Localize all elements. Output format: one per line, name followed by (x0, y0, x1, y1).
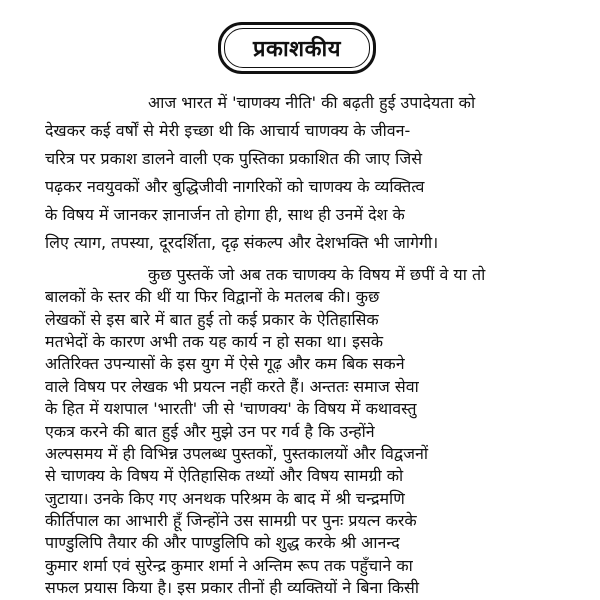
text-line: वाले विषय पर लेखक भी प्रयत्न नहीं करते हैं। अन्ततः समाज सेवा (45, 377, 419, 396)
text-line: कीर्तिपाल का आभारी हूँ जिन्होंने उस सामग्री पर पुनः प्रयत्न करके (45, 511, 417, 530)
text-line: लिए त्याग, तपस्या, दूरदर्शिता, दृढ़ संकल्प और देशभक्ति भी जागेगी। (45, 233, 439, 252)
text-line: पढ़कर नवयुवकों और बुद्धिजीवी नागरिकों को चाणक्य के व्यक्तित्व (45, 177, 425, 196)
text-line: के हित में यशपाल 'भारती' जी से 'चाणक्य' के विषय में कथावस्तु (45, 399, 417, 418)
page-title: प्रकाशकीय (253, 37, 341, 62)
text-line: जुटाया। उनके किए गए अनथक परिश्रम के बाद में श्री चन्द्रमणि (45, 489, 405, 508)
text-line: के विषय में जानकर ज्ञानार्जन तो होगा ही, साथ ही उनमें देश के (45, 205, 405, 224)
text-line: बालकों के स्तर की थीं या फिर विद्वानों के मतलब की। कुछ (45, 287, 380, 306)
text-line: पाण्डुलिपि तैयार की और पाण्डुलिपि को शुद्ध करके श्री आनन्द (45, 533, 400, 552)
text-line: कुछ पुस्तकें जो अब तक चाणक्य के विषय में छपीं वे या तो (148, 265, 486, 284)
text-line: चरित्र पर प्रकाश डालने वाली एक पुस्तिका प्रकाशित की जाए जिसे (45, 149, 423, 168)
text-line: आज भारत में 'चाणक्य नीति' की बढ़ती हुई उपादेयता को (148, 93, 476, 112)
text-line: से चाणक्य के विषय में ऐतिहासिक तथ्यों और विषय सामग्री को (45, 466, 404, 485)
text-line: अतिरिक्त उपन्यासों के इस युग में ऐसे गूढ़ और कम बिक सकने (45, 354, 405, 373)
text-line: देखकर कई वर्षों से मेरी इच्छा थी कि आचार्य चाणक्य के जीवन- (45, 121, 411, 140)
text-line: सफल प्रयास किया है। इस प्रकार तीनों ही व्यक्तियों ने बिना किसी (45, 578, 419, 597)
text-line: एकत्र करने की बात हुई और मुझे उन पर गर्व है कि उन्होंने (45, 422, 375, 441)
title-frame (218, 22, 376, 74)
text-line: कुमार शर्मा एवं सुरेन्द्र कुमार शर्मा ने अन्तिम रूप तक पहुँचाने का (45, 556, 413, 575)
text-line: अल्पसमय में ही विभिन्न उपलब्ध पुस्तकों, पुस्तकालयों और विद्वजनों (45, 444, 428, 463)
text-line: मतभेदों के कारण अभी तक यह कार्य न हो सका था। इसके (45, 332, 384, 351)
text-line: लेखकों से इस बारे में बात हुई तो कई प्रकार के ऐतिहासिक (45, 310, 379, 329)
